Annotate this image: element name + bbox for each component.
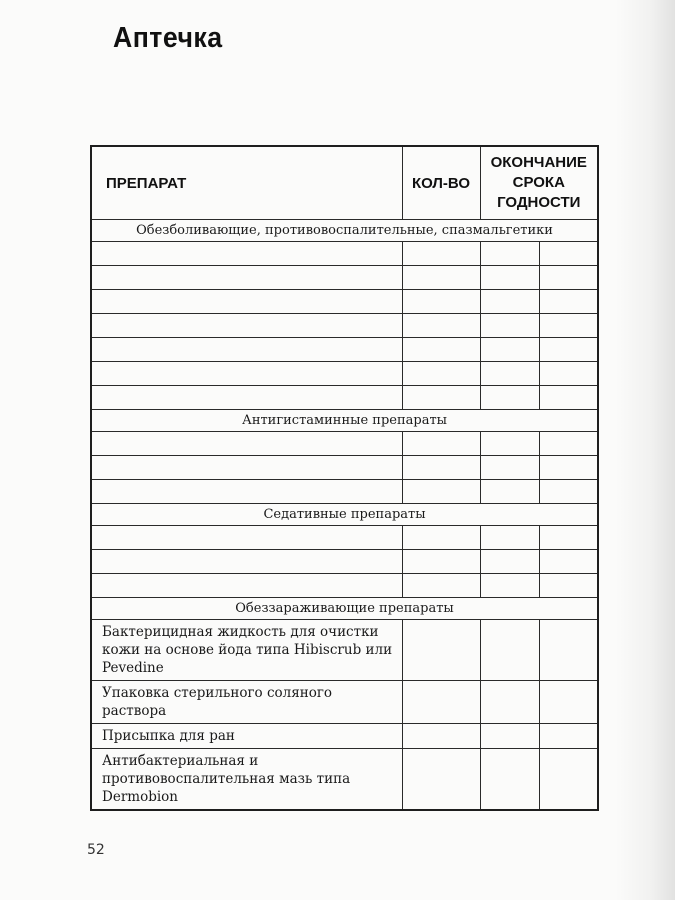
drug-name-cell[interactable] bbox=[91, 338, 402, 362]
expiry-cell-a[interactable] bbox=[480, 242, 539, 266]
section-header-row bbox=[91, 504, 598, 526]
expiry-cell-a[interactable] bbox=[480, 620, 539, 681]
expiry-cell-b[interactable] bbox=[539, 574, 598, 598]
section-header-row bbox=[91, 410, 598, 432]
expiry-cell-a[interactable] bbox=[480, 550, 539, 574]
table-row bbox=[91, 620, 598, 681]
quantity-cell[interactable] bbox=[402, 620, 480, 681]
table-row bbox=[91, 338, 598, 362]
table-row bbox=[91, 432, 598, 456]
table-row bbox=[91, 242, 598, 266]
drug-name-cell[interactable] bbox=[91, 290, 402, 314]
expiry-cell-a[interactable] bbox=[480, 290, 539, 314]
table-row bbox=[91, 480, 598, 504]
expiry-cell-a[interactable] bbox=[480, 456, 539, 480]
quantity-cell[interactable] bbox=[402, 749, 480, 811]
expiry-cell-b[interactable] bbox=[539, 620, 598, 681]
quantity-cell[interactable] bbox=[402, 338, 480, 362]
drug-name-cell[interactable] bbox=[91, 480, 402, 504]
page-title: Аптечка bbox=[113, 22, 223, 54]
expiry-cell-b[interactable] bbox=[539, 314, 598, 338]
expiry-cell-b[interactable] bbox=[539, 749, 598, 811]
quantity-cell[interactable] bbox=[402, 362, 480, 386]
expiry-cell-a[interactable] bbox=[480, 432, 539, 456]
section-title: Антигистаминные препараты bbox=[91, 410, 598, 432]
expiry-cell-b[interactable] bbox=[539, 242, 598, 266]
expiry-cell-b[interactable] bbox=[539, 526, 598, 550]
quantity-cell[interactable] bbox=[402, 550, 480, 574]
table-row bbox=[91, 456, 598, 480]
header-expiry-line-3: ГОДНОСТИ bbox=[497, 194, 581, 211]
section-header-row bbox=[91, 598, 598, 620]
quantity-cell[interactable] bbox=[402, 266, 480, 290]
expiry-cell-a[interactable] bbox=[480, 266, 539, 290]
table-row bbox=[91, 550, 598, 574]
expiry-cell-a[interactable] bbox=[480, 681, 539, 724]
section-title: Обезболивающие, противовоспалительные, спазмальгетики bbox=[91, 220, 598, 242]
quantity-cell[interactable] bbox=[402, 432, 480, 456]
table-row bbox=[91, 362, 598, 386]
expiry-cell-b[interactable] bbox=[539, 550, 598, 574]
table-row bbox=[91, 526, 598, 550]
table-row bbox=[91, 386, 598, 410]
expiry-cell-b[interactable] bbox=[539, 362, 598, 386]
table-row bbox=[91, 266, 598, 290]
expiry-cell-b[interactable] bbox=[539, 432, 598, 456]
drug-name-cell[interactable] bbox=[91, 242, 402, 266]
quantity-cell[interactable] bbox=[402, 314, 480, 338]
drug-name-cell[interactable]: Упаковка стерильного соляного раствора bbox=[91, 681, 402, 724]
header-quantity: КОЛ-ВО bbox=[402, 146, 480, 220]
page-number: 52 bbox=[87, 842, 105, 858]
drug-name-cell[interactable] bbox=[91, 456, 402, 480]
drug-name-cell[interactable] bbox=[91, 314, 402, 338]
quantity-cell[interactable] bbox=[402, 290, 480, 314]
quantity-cell[interactable] bbox=[402, 574, 480, 598]
drug-name-cell[interactable]: Бактерицидная жидкость для очистки кожи на основе йода типа Hibiscrub или Pevedine bbox=[91, 620, 402, 681]
section-title: Седативные препараты bbox=[91, 504, 598, 526]
expiry-cell-b[interactable] bbox=[539, 290, 598, 314]
drug-name-cell[interactable] bbox=[91, 362, 402, 386]
drug-name-cell[interactable] bbox=[91, 574, 402, 598]
expiry-cell-b[interactable] bbox=[539, 681, 598, 724]
page-spine-shadow bbox=[615, 0, 675, 900]
drug-name-cell[interactable]: Антибактериальная и противовоспалительная мазь типа Dermobion bbox=[91, 749, 402, 811]
expiry-cell-a[interactable] bbox=[480, 480, 539, 504]
header-expiry bbox=[480, 146, 598, 220]
drug-name-cell[interactable] bbox=[91, 526, 402, 550]
header-expiry-line-1: ОКОНЧАНИЕ bbox=[490, 154, 587, 171]
table-row bbox=[91, 290, 598, 314]
header-drug: ПРЕПАРАТ bbox=[91, 146, 402, 220]
table-row bbox=[91, 314, 598, 338]
quantity-cell[interactable] bbox=[402, 724, 480, 749]
expiry-cell-a[interactable] bbox=[480, 749, 539, 811]
quantity-cell[interactable] bbox=[402, 456, 480, 480]
expiry-cell-b[interactable] bbox=[539, 338, 598, 362]
drug-name-cell[interactable] bbox=[91, 386, 402, 410]
expiry-cell-a[interactable] bbox=[480, 338, 539, 362]
table-row bbox=[91, 681, 598, 724]
drug-name-cell[interactable] bbox=[91, 550, 402, 574]
first-aid-kit-table bbox=[90, 145, 599, 811]
expiry-cell-b[interactable] bbox=[539, 724, 598, 749]
expiry-cell-a[interactable] bbox=[480, 362, 539, 386]
drug-name-cell[interactable]: Присыпка для ран bbox=[91, 724, 402, 749]
expiry-cell-a[interactable] bbox=[480, 724, 539, 749]
table-row bbox=[91, 574, 598, 598]
quantity-cell[interactable] bbox=[402, 681, 480, 724]
quantity-cell[interactable] bbox=[402, 526, 480, 550]
expiry-cell-a[interactable] bbox=[480, 386, 539, 410]
quantity-cell[interactable] bbox=[402, 242, 480, 266]
table-row bbox=[91, 749, 598, 811]
expiry-cell-a[interactable] bbox=[480, 526, 539, 550]
expiry-cell-a[interactable] bbox=[480, 314, 539, 338]
expiry-cell-b[interactable] bbox=[539, 386, 598, 410]
table-header-row bbox=[91, 146, 598, 220]
table-row bbox=[91, 724, 598, 749]
expiry-cell-b[interactable] bbox=[539, 266, 598, 290]
expiry-cell-b[interactable] bbox=[539, 456, 598, 480]
quantity-cell[interactable] bbox=[402, 386, 480, 410]
drug-name-cell[interactable] bbox=[91, 266, 402, 290]
table-body bbox=[91, 220, 598, 811]
drug-name-cell[interactable] bbox=[91, 432, 402, 456]
quantity-cell[interactable] bbox=[402, 480, 480, 504]
expiry-cell-a[interactable] bbox=[480, 574, 539, 598]
section-header-row bbox=[91, 220, 598, 242]
expiry-cell-b[interactable] bbox=[539, 480, 598, 504]
header-expiry-line-2: СРОКА bbox=[512, 174, 565, 191]
section-title: Обеззараживающие препараты bbox=[91, 598, 598, 620]
